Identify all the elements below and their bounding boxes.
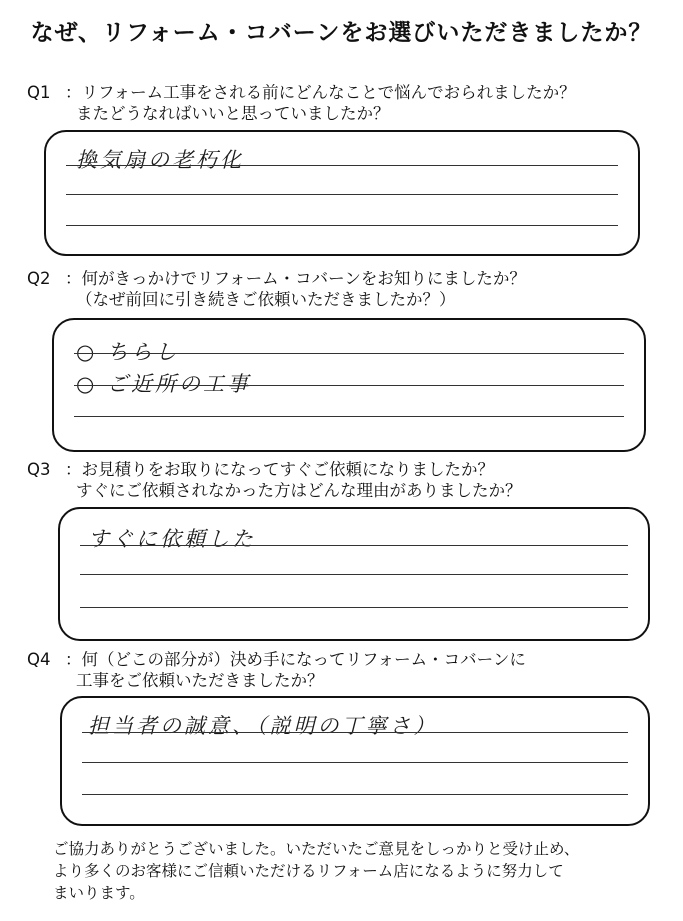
- question-2-number: Q2: [27, 269, 51, 288]
- closing-line-2: より多くのお客様にご信頼いただけるリフォーム店になるように努力して: [53, 862, 564, 880]
- answer-3-text: すぐに依頼した: [88, 527, 256, 551]
- answer-1-rule-2: [66, 194, 618, 195]
- answer-4-rule-1: [82, 732, 628, 733]
- closing-line-3: まいります。: [53, 884, 145, 902]
- question-1: [27, 82, 576, 124]
- answer-3-rule-1: [80, 545, 628, 546]
- question-4: [27, 649, 526, 691]
- answer-box-3: [58, 507, 650, 641]
- question-1-number: Q1: [27, 83, 51, 102]
- answer-1-rule-1: [66, 165, 618, 166]
- answer-2-rule-2: [74, 385, 624, 386]
- answer-1-text: 換気扇の老朽化: [76, 148, 244, 172]
- page-title: なぜ、リフォーム・コバーンをお選びいただきましたか？: [30, 20, 653, 46]
- answer-2-rule-1: [74, 353, 624, 354]
- answer-1-rule-3: [66, 225, 618, 226]
- answer-3-rule-2: [80, 574, 628, 575]
- answer-box-4: [60, 696, 650, 826]
- question-2-line2: （なぜ前回に引き続きご依頼いただきましたか？）: [76, 290, 456, 309]
- question-4-number: Q4: [27, 650, 51, 669]
- question-1-line1: ：リフォーム工事をされる前にどんなことで悩んでおられましたか？: [65, 83, 576, 102]
- question-3-line2: すぐにご依頼されなかった方はどんな理由がありましたか？: [76, 481, 522, 500]
- question-4-line1: ：何（どこの部分が）決め手になってリフォーム・コバーンに: [65, 650, 526, 669]
- answer-box-2: [52, 318, 646, 452]
- answer-3-rule-3: [80, 607, 628, 608]
- question-1-line2: またどうなればいいと思っていましたか？: [76, 104, 390, 123]
- answer-4-rule-2: [82, 762, 628, 763]
- answer-2-text-2: ○ ご近所の工事: [76, 372, 251, 396]
- closing-message: [53, 838, 579, 904]
- answer-4-text: 担当者の誠意、（説明の丁寧さ）: [88, 714, 438, 738]
- question-3: [27, 459, 522, 501]
- question-2-line1: ：何がきっかけでリフォーム・コバーンをお知りにましたか？: [65, 269, 526, 288]
- answer-4-rule-3: [82, 794, 628, 795]
- question-4-line2: 工事をご依頼いただきましたか？: [76, 671, 324, 690]
- question-3-number: Q3: [27, 460, 51, 479]
- answer-box-1: [44, 130, 640, 256]
- closing-line-1: ご協力ありがとうございました。いただいたご意見をしっかりと受け止め、: [53, 840, 580, 858]
- answer-2-text-1: ○ ちらし: [76, 340, 179, 364]
- question-2: [27, 268, 526, 310]
- answer-2-rule-3: [74, 416, 624, 417]
- question-3-line1: ：お見積りをお取りになってすぐご依頼になりましたか？: [65, 460, 494, 479]
